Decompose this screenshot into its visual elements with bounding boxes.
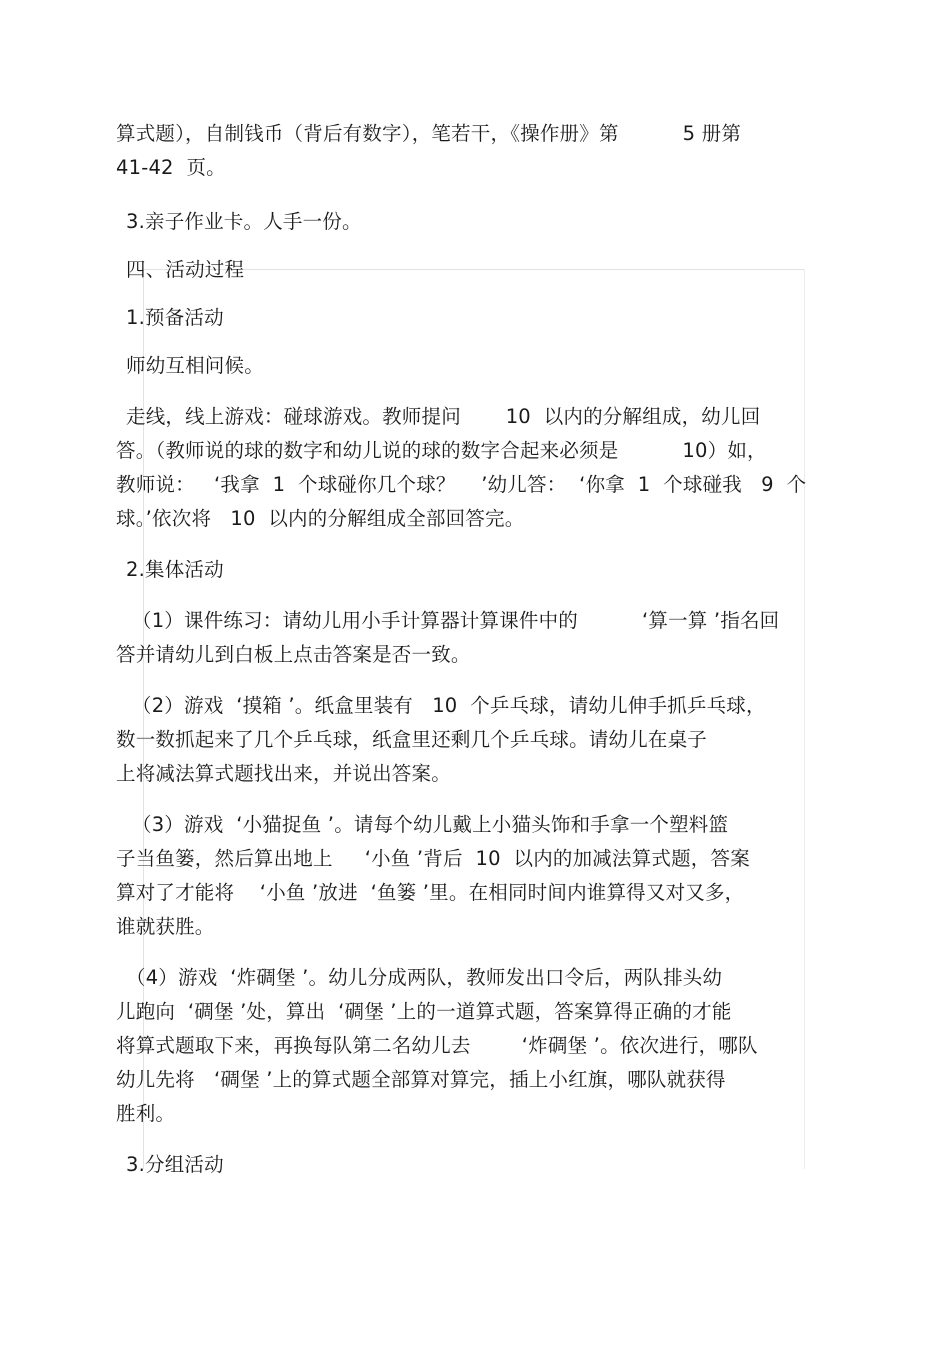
paragraph-cat-fish-line-1: （3）游戏 ‘小猫捉鱼 ’。请每个幼儿戴上小猫头饰和手拿一个塑料篮	[132, 813, 729, 836]
document-body	[116, 117, 834, 1182]
paragraph-ball-game-line-3: 教师说： ‘我拿 1 个球碰你几个球？ ’幼儿答： ‘你拿 1 个球碰我 9 个	[116, 473, 807, 496]
paragraph-parent-card: 3.亲子作业卡。人手一份。	[126, 210, 362, 233]
paragraph-bunker-line-3: 将算式题取下来，再换每队第二名幼儿去 ‘炸碉堡 ’。依次进行，哪队	[116, 1034, 758, 1057]
paragraph-touch-box-line-2: 数一数抓起来了几个乒乓球，纸盒里还剩几个乒乓球。请幼儿在桌子	[116, 728, 708, 751]
paragraph-bunker-line-4: 幼儿先将 ‘碉堡 ’上的算式题全部算对算完，插上小红旗，哪队就获得	[116, 1068, 726, 1091]
subheading-group-activity: 2.集体活动	[126, 558, 224, 581]
paragraph-touch-box-line-1: （2）游戏 ‘摸箱 ’。纸盒里装有 10 个乒乓球，请幼儿伸手抓乒乓球，	[132, 694, 766, 717]
paragraph-bunker-line-5: 胜利。	[116, 1102, 176, 1125]
paragraph-ball-game-line-2: 答。（教师说的球的数字和幼儿说的球的数字合起来必须是 10）如，	[116, 439, 767, 462]
paragraph-cat-fish-line-2: 子当鱼篓，然后算出地上 ‘小鱼 ’背后 10 以内的加减法算式题，答案	[116, 847, 750, 870]
paragraph-cat-fish-line-4: 谁就获胜。	[116, 915, 215, 938]
subheading-small-group-activity: 3.分组活动	[126, 1153, 224, 1176]
paragraph-materials-line-2: 41-42 页。	[116, 156, 226, 179]
paragraph-materials-line-1: 算式题），自制钱币（背后有数字），笔若干，《操作册》第 5 册第	[116, 122, 742, 145]
paragraph-ball-game-line-4: 球。’依次将 10 以内的分解组成全部回答完。	[116, 507, 525, 530]
paragraph-courseware-line-2: 答并请幼儿到白板上点击答案是否一致。	[116, 643, 471, 666]
paragraph-greeting: 师幼互相问候。	[126, 354, 264, 377]
paragraph-bunker-line-1: （4）游戏 ‘炸碉堡 ’。幼儿分成两队，教师发出口令后，两队排头幼	[126, 966, 723, 989]
paragraph-ball-game-line-1: 走线，线上游戏：碰球游戏。教师提问 10 以内的分解组成，幼儿回	[126, 405, 761, 428]
paragraph-bunker-line-2: 儿跑向 ‘碉堡 ’处，算出 ‘碉堡 ’上的一道算式题，答案算得正确的才能	[116, 1000, 732, 1023]
subheading-preparation: 1.预备活动	[126, 306, 224, 329]
paragraph-cat-fish-line-3: 算对了才能将 ‘小鱼 ’放进 ‘鱼篓 ’里。在相同时间内谁算得又对又多，	[116, 881, 745, 904]
section-heading-activity-process: 四、活动过程	[126, 258, 245, 281]
paragraph-courseware-line-1: （1）课件练习：请幼儿用小手计算器计算课件中的 ‘算一算 ’指名回	[132, 609, 780, 632]
paragraph-touch-box-line-3: 上将减法算式题找出来，并说出答案。	[116, 762, 451, 785]
